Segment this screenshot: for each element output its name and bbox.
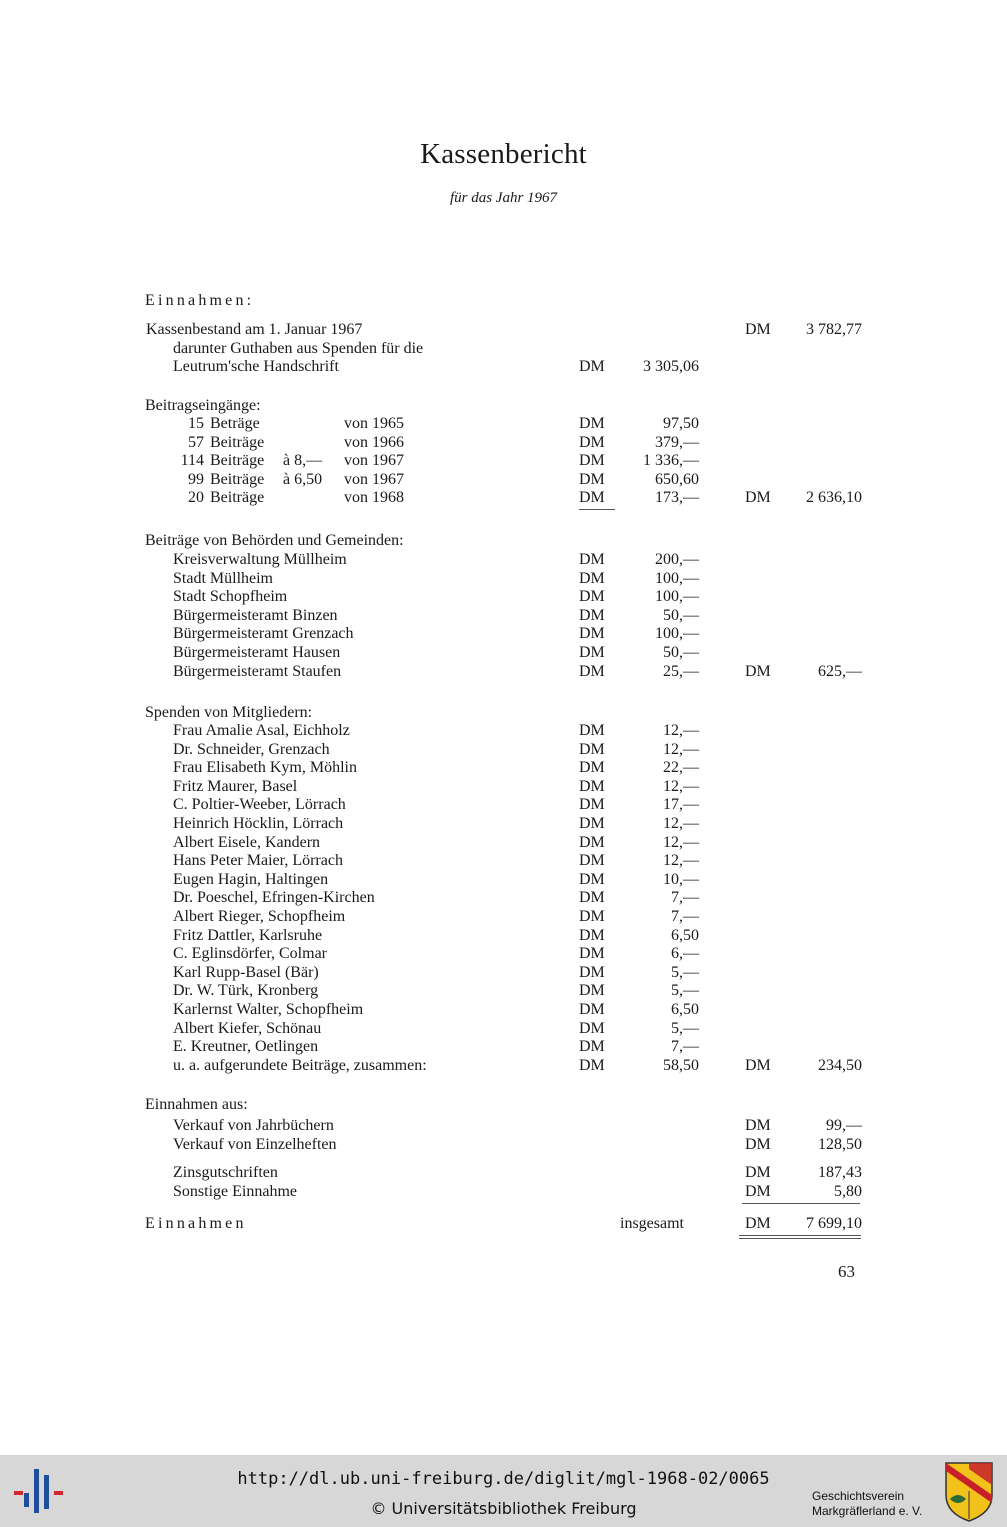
- currency-label: DM: [579, 796, 605, 814]
- einnahme-name: Zinsgutschriften: [173, 1164, 278, 1181]
- behoerden-total: 625,—: [818, 662, 862, 680]
- ledger-line: [0, 451, 1007, 470]
- behoerde-amount: 25,—: [663, 662, 699, 680]
- footer-copyright: © Universitätsbibliothek Freiburg: [370, 1499, 637, 1518]
- beitraege-total: 2 636,10: [806, 489, 862, 507]
- currency-label: DM: [745, 1117, 771, 1134]
- behoerde-name: Bürgermeisteramt Binzen: [173, 606, 338, 624]
- currency-label: DM: [579, 588, 605, 606]
- spende-amount: 10,—: [663, 870, 699, 888]
- spende-amount: 7,—: [671, 908, 699, 925]
- sum-rule: [579, 509, 615, 510]
- currency-label: DM: [579, 1001, 605, 1018]
- ledger-line: [0, 1182, 1007, 1201]
- page-subtitle: für das Jahr 1967: [449, 190, 558, 206]
- currency-label: DM: [579, 452, 605, 470]
- currency-label: DM: [745, 1136, 771, 1153]
- ledger-line: [0, 888, 1007, 907]
- ledger-line: [0, 1135, 1007, 1154]
- spender-name: Fritz Maurer, Basel: [173, 777, 298, 795]
- behoerde-amount: 200,—: [655, 551, 699, 568]
- ledger-line: [0, 1000, 1007, 1019]
- ledger-line: [0, 758, 1007, 777]
- kassenbestand-sublabel: Leutrum'sche Handschrift: [173, 358, 339, 375]
- behoerde-name: Bürgermeisteramt Grenzach: [173, 625, 354, 643]
- currency-label: DM: [745, 1164, 771, 1181]
- einnahme-amount: 5,80: [834, 1183, 862, 1200]
- ledger-line: [0, 926, 1007, 945]
- behoerde-name: Bürgermeisteramt Hausen: [173, 644, 341, 661]
- spender-name: Dr. Schneider, Grenzach: [173, 740, 330, 758]
- behoerde-name: Bürgermeisteramt Staufen: [173, 662, 342, 680]
- ledger-line: [0, 1056, 1007, 1075]
- spender-name: E. Kreutner, Oetlingen: [173, 1038, 319, 1056]
- behoerde-amount: 100,—: [655, 569, 699, 587]
- ledger-line: [0, 569, 1007, 588]
- spende-amount: 5,—: [671, 1019, 699, 1037]
- page-title: Kassenbericht: [420, 138, 587, 170]
- behoerde-name: Stadt Müllheim: [173, 569, 273, 587]
- ledger-line: [0, 291, 1007, 310]
- ledger-line: [0, 1019, 1007, 1038]
- ledger-line: [0, 396, 1007, 415]
- footer-org-line1: Geschichtsverein: [812, 1489, 905, 1503]
- ledger-line: [0, 721, 1007, 740]
- ledger-line: [0, 414, 1007, 433]
- currency-label: DM: [745, 489, 771, 507]
- section-heading-einnahmen: Einnahmen:: [145, 292, 255, 309]
- section-heading-beitraege: Beitragseingänge:: [145, 397, 261, 414]
- spender-name: Fritz Dattler, Karlsruhe: [173, 926, 323, 944]
- beitrag-count: 99: [188, 470, 204, 488]
- currency-label: DM: [579, 1038, 605, 1056]
- spende-amount: 12,—: [663, 722, 699, 739]
- currency-label: DM: [745, 1183, 771, 1200]
- sum-rule: [739, 1235, 861, 1236]
- currency-label: DM: [579, 415, 605, 432]
- ledger-line: [0, 870, 1007, 889]
- ledger-line: [0, 624, 1007, 643]
- total-qualifier: insgesamt: [620, 1215, 684, 1232]
- spende-amount: 12,—: [663, 833, 699, 851]
- spender-name: Albert Kiefer, Schönau: [173, 1019, 322, 1037]
- ledger-line: [0, 662, 1007, 681]
- beitrag-year: von 1968: [344, 489, 404, 507]
- page-number: 63: [838, 1262, 855, 1281]
- ledger-line: [0, 1116, 1007, 1135]
- beitrag-year: von 1965: [344, 415, 404, 432]
- ledger-line: [0, 795, 1007, 814]
- footer-org-line2: Markgräflerland e. V.: [812, 1504, 923, 1518]
- einnahme-name: Verkauf von Jahrbüchern: [173, 1117, 334, 1134]
- beitrag-year: von 1966: [344, 433, 404, 451]
- spende-amount: 6,50: [671, 1001, 699, 1018]
- beitrag-rate: à 8,—: [283, 452, 323, 470]
- ledger-line: [0, 907, 1007, 926]
- spender-name: Heinrich Höcklin, Lörrach: [173, 815, 344, 832]
- einnahme-amount: 128,50: [818, 1136, 862, 1153]
- footer-bar: [0, 1455, 1007, 1527]
- spender-name: Hans Peter Maier, Lörrach: [173, 852, 343, 870]
- spende-amount: 7,—: [671, 889, 699, 907]
- ledger-line: [0, 703, 1007, 722]
- grand-total-amount: 7 699,10: [806, 1215, 862, 1232]
- total-label: Einnahmen: [145, 1215, 247, 1232]
- beitrag-year: von 1967: [344, 452, 404, 470]
- ledger-line: [0, 433, 1007, 452]
- sum-rule: [742, 1203, 860, 1204]
- ledger-line: [0, 357, 1007, 376]
- spende-amount: 6,—: [671, 945, 699, 963]
- currency-label: DM: [579, 740, 605, 758]
- spende-amount: 22,—: [663, 759, 699, 777]
- currency-label: DM: [579, 644, 605, 661]
- currency-label: DM: [579, 551, 605, 568]
- beitrag-label: Beiträge: [210, 489, 265, 507]
- beitrag-label: Beträge: [210, 415, 260, 432]
- beitrag-amount: 379,—: [655, 433, 699, 451]
- spende-amount: 5,—: [671, 963, 699, 981]
- spende-amount: 12,—: [663, 740, 699, 758]
- einnahme-name: Verkauf von Einzelheften: [173, 1136, 337, 1153]
- currency-label: DM: [579, 852, 605, 870]
- ledger-line: [0, 777, 1007, 796]
- section-heading-spenden: Spenden von Mitgliedern:: [145, 704, 313, 721]
- ledger-line: [0, 851, 1007, 870]
- spender-name: Albert Eisele, Kandern: [173, 833, 321, 851]
- currency-label: DM: [579, 982, 605, 1000]
- currency-label: DM: [745, 1056, 771, 1074]
- currency-label: DM: [579, 833, 605, 851]
- ledger-line: [0, 320, 1007, 339]
- behoerde-name: Kreisverwaltung Müllheim: [173, 551, 347, 568]
- ledger-line: [0, 1163, 1007, 1182]
- spende-amount: 17,—: [663, 796, 699, 814]
- currency-label: DM: [579, 358, 605, 375]
- beitrag-rate: à 6,50: [283, 470, 323, 488]
- currency-label: DM: [579, 889, 605, 907]
- spender-name: Eugen Hagin, Haltingen: [173, 870, 329, 888]
- beitrag-year: von 1967: [344, 470, 404, 488]
- currency-label: DM: [745, 321, 771, 338]
- section-heading-einnahmen-aus: Einnahmen aus:: [145, 1096, 248, 1113]
- ledger-line: [0, 1037, 1007, 1056]
- beitrag-count: 57: [188, 433, 204, 451]
- section-heading-behoerden: Beiträge von Behörden und Gemeinden:: [145, 532, 404, 549]
- currency-label: DM: [579, 759, 605, 777]
- currency-label: DM: [579, 963, 605, 981]
- behoerde-name: Stadt Schopfheim: [173, 588, 288, 606]
- spender-name: C. Eglinsdörfer, Colmar: [173, 945, 327, 963]
- spender-name: Dr. Poeschel, Efringen-Kirchen: [173, 889, 375, 907]
- currency-label: DM: [745, 662, 771, 680]
- currency-label: DM: [745, 1215, 771, 1232]
- currency-label: DM: [579, 1056, 605, 1074]
- kassenbestand-sublabel: darunter Guthaben aus Spenden für die: [173, 340, 424, 357]
- einnahme-amount: 99,—: [826, 1117, 862, 1134]
- behoerde-amount: 50,—: [663, 606, 699, 624]
- currency-label: DM: [579, 945, 605, 963]
- einnahme-name: Sonstige Einnahme: [173, 1183, 297, 1200]
- spender-name: Karlernst Walter, Schopfheim: [173, 1001, 364, 1018]
- ledger-line: [0, 740, 1007, 759]
- footer-organization: [812, 1489, 940, 1519]
- currency-label: DM: [579, 433, 605, 451]
- beitrag-amount: 173,—: [655, 489, 699, 507]
- beitrag-label: Beiträge: [210, 433, 265, 451]
- beitrag-amount: 97,50: [663, 415, 699, 432]
- spender-name: Frau Amalie Asal, Eichholz: [173, 722, 350, 739]
- currency-label: DM: [579, 926, 605, 944]
- currency-label: DM: [579, 470, 605, 488]
- spende-amount: 7,—: [671, 1038, 699, 1056]
- ledger-line: [0, 606, 1007, 625]
- ledger-line: [0, 981, 1007, 1000]
- ledger-line: [0, 833, 1007, 852]
- spende-amount: 6,50: [671, 926, 699, 944]
- ledger-line: [0, 1214, 1007, 1233]
- currency-label: DM: [579, 722, 605, 739]
- spender-name: Dr. W. Türk, Kronberg: [173, 982, 319, 1000]
- ledger-line: [0, 550, 1007, 569]
- spender-name: u. a. aufgerundete Beiträge, zusammen:: [173, 1056, 427, 1074]
- spender-name: Frau Elisabeth Kym, Möhlin: [173, 759, 357, 777]
- currency-label: DM: [579, 777, 605, 795]
- ledger-line: [0, 1095, 1007, 1114]
- currency-label: DM: [579, 606, 605, 624]
- ledger-line: [0, 963, 1007, 982]
- currency-label: DM: [579, 908, 605, 925]
- spende-amount: 12,—: [663, 852, 699, 870]
- beitrag-count: 20: [188, 489, 204, 507]
- ledger-line: [0, 488, 1007, 507]
- beitrag-label: Beiträge: [210, 470, 265, 488]
- currency-label: DM: [579, 662, 605, 680]
- beitrag-count: 114: [180, 452, 204, 470]
- behoerde-amount: 100,—: [655, 625, 699, 643]
- ledger-line: [0, 814, 1007, 833]
- currency-label: DM: [579, 870, 605, 888]
- spender-name: Karl Rupp-Basel (Bär): [173, 963, 319, 981]
- beitrag-label: Beiträge: [210, 452, 265, 470]
- kassenbestand-sub-amount: 3 305,06: [643, 358, 699, 375]
- ledger-line: [0, 531, 1007, 550]
- spender-name: C. Poltier-Weeber, Lörrach: [173, 796, 346, 814]
- currency-label: DM: [579, 625, 605, 643]
- currency-label: DM: [579, 569, 605, 587]
- ledger-line: [0, 587, 1007, 606]
- beitrag-count: 15: [188, 415, 204, 432]
- coat-of-arms-icon: [944, 1461, 994, 1523]
- currency-label: DM: [579, 815, 605, 832]
- spende-amount: 12,—: [663, 815, 699, 832]
- ledger-line: [0, 944, 1007, 963]
- ledger-line: [0, 470, 1007, 489]
- ledger-line: [0, 643, 1007, 662]
- footer-url[interactable]: http://dl.ub.uni-freiburg.de/diglit/mgl-1968-02/0065: [237, 1469, 770, 1489]
- spende-amount: 12,—: [663, 777, 699, 795]
- kassenbestand-label: Kassenbestand am 1. Januar 1967: [146, 321, 363, 338]
- einnahme-amount: 187,43: [818, 1164, 862, 1181]
- behoerde-amount: 50,—: [663, 644, 699, 661]
- currency-label: DM: [579, 1019, 605, 1037]
- behoerde-amount: 100,—: [655, 588, 699, 606]
- spende-amount: 58,50: [663, 1056, 699, 1074]
- spende-amount: 5,—: [671, 982, 699, 1000]
- spenden-total: 234,50: [818, 1056, 862, 1074]
- beitrag-amount: 650,60: [655, 470, 699, 488]
- kassenbestand-amount: 3 782,77: [806, 321, 862, 338]
- ledger-line: [0, 339, 1007, 358]
- sum-rule: [739, 1238, 861, 1239]
- currency-label: DM: [579, 489, 605, 507]
- beitrag-amount: 1 336,—: [643, 452, 699, 470]
- spender-name: Albert Rieger, Schopfheim: [173, 908, 346, 925]
